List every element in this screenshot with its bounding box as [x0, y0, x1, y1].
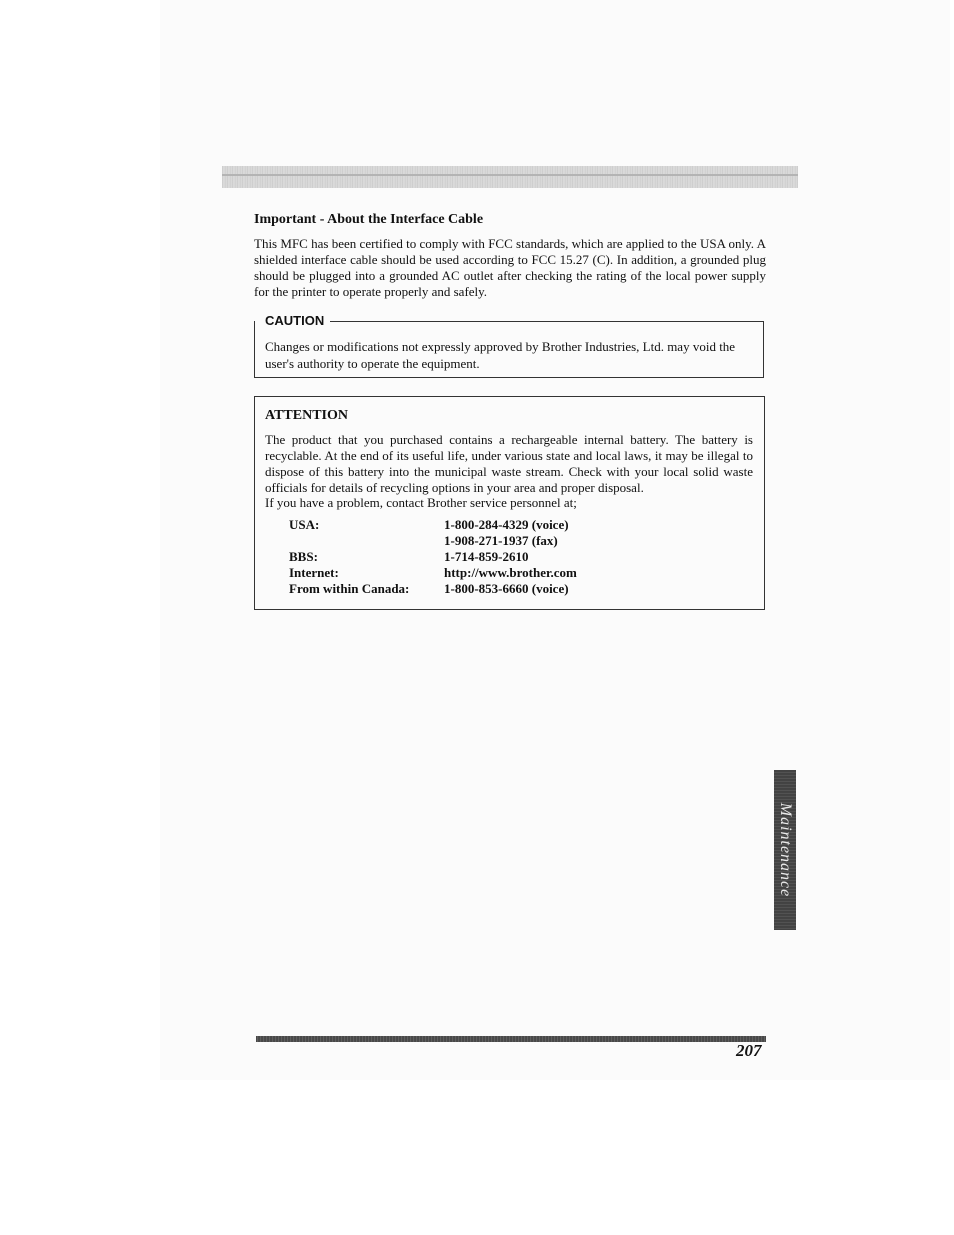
contact-value: 1-714-859-2610 — [444, 549, 529, 564]
contact-row — [289, 581, 619, 597]
contact-intro: If you have a problem, contact Brother service personnel at; — [265, 495, 577, 510]
chapter-side-tab-label: Maintenance — [777, 802, 794, 898]
contact-label: USA: — [289, 517, 320, 532]
contact-row — [289, 565, 619, 581]
page-number: 207 — [736, 1041, 762, 1060]
contact-value: http://www.brother.com — [444, 565, 577, 580]
contact-value: 1-800-284-4329 (voice) — [444, 517, 569, 532]
contact-value: 1-908-271-1937 (fax) — [444, 533, 558, 548]
contact-row — [289, 517, 619, 533]
caution-label: CAUTION — [265, 313, 328, 328]
header-band — [222, 166, 798, 188]
chapter-side-tab — [774, 770, 796, 930]
contact-label: Internet: — [289, 565, 339, 580]
attention-paragraph: The product that you purchased contains a rechargeable internal battery. The battery is recyclable. At the end of its useful life, under various state and local laws, it may be illegal to dispose of this battery into the municipal waste stream. Check with your local solid waste officials for details of recycling options in your area and proper disposal. — [265, 432, 753, 495]
contact-list — [289, 517, 619, 597]
interface-cable-paragraph: This MFC has been certified to comply with FCC standards, which are applied to the USA only. A shielded interface cable should be used according to FCC 15.27 (C). In addition, a grounded plug should be plugged into a grounded AC outlet after checking the rating of the local power supply for the printer to operate properly and safely. — [254, 236, 766, 299]
contact-label: From within Canada: — [289, 581, 410, 596]
contact-value: 1-800-853-6660 (voice) — [444, 581, 569, 596]
contact-row — [289, 549, 619, 565]
caution-text: Changes or modifications not expressly approved by Brother Industries, Ltd. may void the user's authority to operate the equipment. — [265, 339, 736, 371]
contact-row — [289, 533, 619, 549]
contact-label: BBS: — [289, 549, 318, 564]
attention-title: ATTENTION — [265, 408, 348, 423]
caution-top-rule — [330, 321, 763, 322]
footer-rule — [256, 1036, 766, 1042]
interface-cable-heading: Important - About the Interface Cable — [254, 212, 484, 227]
